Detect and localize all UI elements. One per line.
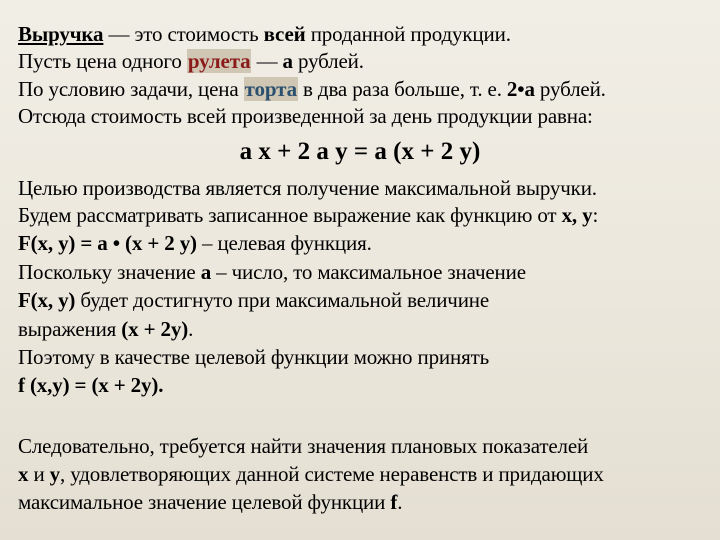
expression-line [18,316,193,343]
goal-line [18,175,597,202]
text-span: – число, то максимальное значение [211,260,526,284]
text-span: Следовательно, требуется найти значения плановых показателей [18,434,589,458]
text-span: Целью производства является получение максимальной выручки. [18,176,597,200]
text-span: Отсюда стоимость всей произведенной за день продукции равна: [18,104,593,128]
text-span: максимальное значение целевой функции [18,490,391,514]
variables-xy: х, у [561,203,593,227]
text-span: выражения [18,317,122,341]
text-span: – целевая функция. [196,231,372,255]
revenue-definition-line [18,21,511,48]
target-function-line [18,372,163,399]
text-span: и [28,462,50,486]
variable-a: а [282,49,293,73]
text-span: Поскольку значение [18,260,201,284]
text-span: Будем рассматривать записанное выражение как функцию от [18,203,562,227]
variable-a: а [200,260,212,284]
conclusion-line-3 [18,489,402,516]
text-span: рублей. [534,77,606,101]
variable-f: f [390,490,398,514]
text-span: . [188,317,194,341]
text-span: Поэтому в качестве целевой функции можно принять [18,345,490,369]
variable-x: х [18,462,29,486]
conclusion-line-2 [18,461,604,488]
objective-function-line [18,230,372,257]
since-value-line [18,259,526,286]
term-revenue: Выручка [18,22,104,46]
total-cost-line [18,103,593,130]
revenue-formula: а х + 2 а у = а (х + 2 у) [239,138,481,165]
text-span: По условию задачи, цена [18,77,244,101]
function-f-xy: F(х, у) [18,288,76,312]
text-span: в два раза больше, т. е. [297,77,507,101]
text-span: рублей. [292,49,364,73]
text-span: — [251,49,283,73]
objective-function-expression: F(х, у) = а • (х + 2 у) [18,231,197,255]
text-span: Пусть цена одного [18,49,187,73]
text-span: будет достигнуто при максимальной величине [75,288,490,312]
variable-y: у [49,462,61,486]
function-of-xy-line [18,202,598,229]
text-span: : [592,203,599,227]
text-span: , удовлетворяющих данной системе неравенств и придающих [60,462,604,486]
highlight-roll: рулета [187,49,251,73]
highlight-cake: торта [244,77,297,101]
text-span: — это стоимость [103,22,264,46]
conclusion-line-1 [18,433,588,460]
text-span: проданной продукции. [305,22,511,46]
cake-price-line [18,76,606,103]
roll-price-line [18,48,364,75]
max-reached-line [18,287,489,314]
text-span: . [397,490,403,514]
therefore-line [18,344,489,371]
expression-x-2y: (х + 2у) [121,317,189,341]
target-function-expression: f (х,у) = (х + 2у). [18,373,164,397]
text-span-bold: всей [263,22,306,46]
expression-2a: 2•а [506,77,535,101]
